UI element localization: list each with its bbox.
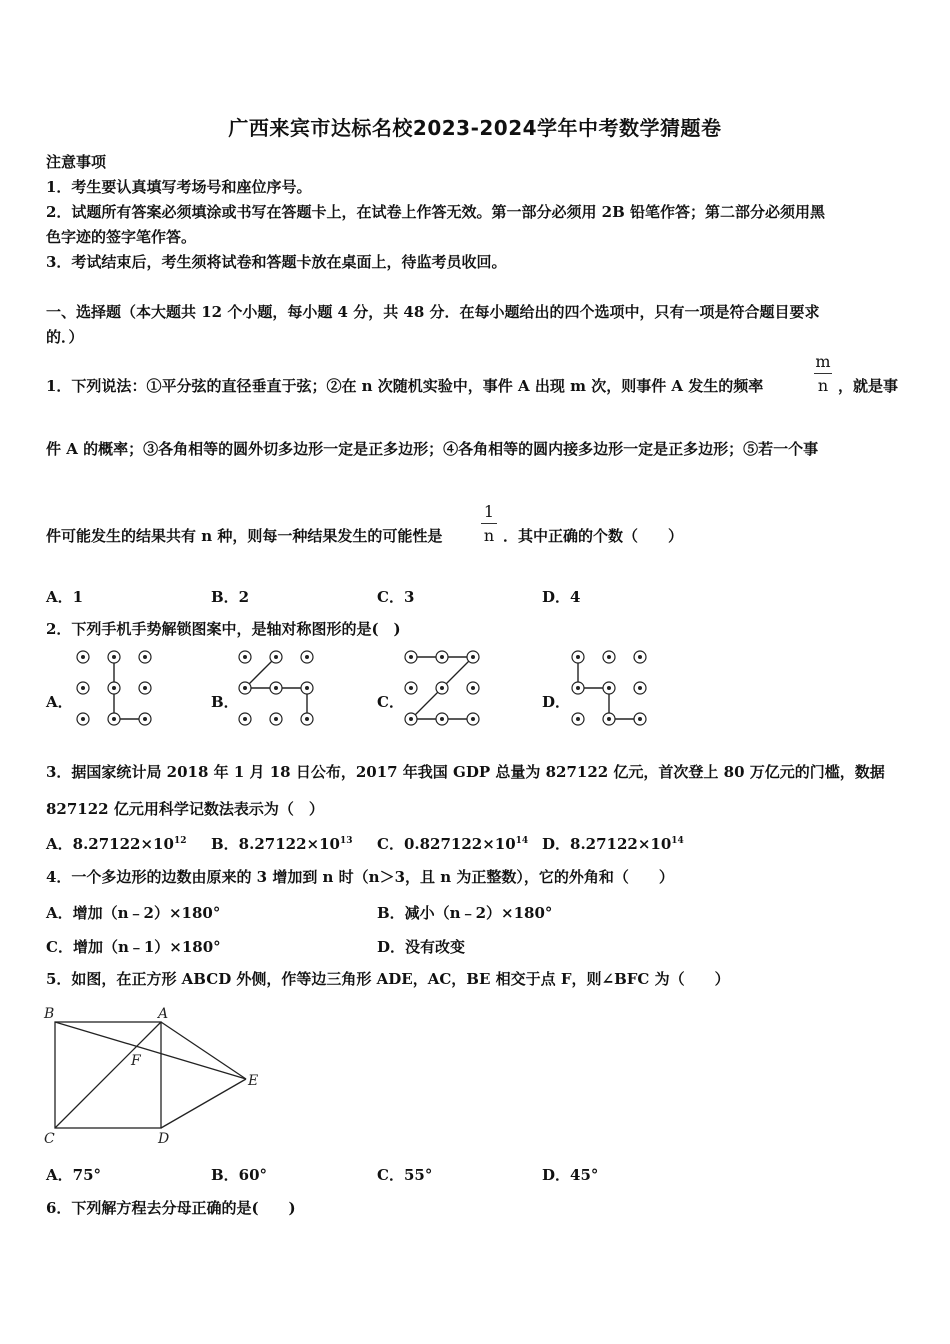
- pattern-dot-center: [607, 717, 611, 721]
- q1-line-3-end: ．其中正确的个数（ ）: [503, 527, 684, 545]
- figure-label-d: D: [158, 1131, 170, 1147]
- pattern-dot-center: [112, 686, 116, 690]
- pattern-dot-center: [471, 655, 475, 659]
- q3-option-a: [46, 833, 186, 854]
- pattern-dot-center: [409, 717, 413, 721]
- pattern-dot-center: [576, 686, 580, 690]
- pattern-dot-center: [274, 655, 278, 659]
- pattern-dot-center: [440, 717, 444, 721]
- q1-option-c: C．3: [377, 588, 415, 606]
- pattern-dot-center: [81, 686, 85, 690]
- pattern-dot-center: [638, 655, 642, 659]
- q5-option-d: D．45°: [542, 1166, 599, 1184]
- pattern-dot-center: [409, 686, 413, 690]
- q3-option-d-label: D．8.27122×10: [542, 835, 672, 853]
- q3-line-1: 3．据国家统计局 2018 年 1 月 18 日公布，2017 年我国 GDP 总量为 827122 亿元，首次登上 80 万亿元的门槛，数据: [46, 763, 885, 781]
- q1-line-2: 件 A 的概率；③各角相等的圆外切多边形一定是正多边形；④各角相等的圆内接多边形一定是正多边形；⑤若一个事: [46, 440, 819, 458]
- q2-option-a-label: A．: [46, 693, 73, 711]
- fraction-denominator: n: [483, 526, 495, 545]
- q1-fraction-1-over-n: [481, 502, 497, 545]
- pattern-dot-center: [471, 686, 475, 690]
- q5-option-b: B．60°: [211, 1166, 268, 1184]
- pattern-dot-center: [440, 655, 444, 659]
- pattern-dot-center: [81, 717, 85, 721]
- figure-label-b: B: [44, 1006, 55, 1022]
- q1-option-d: D．4: [542, 588, 581, 606]
- q5-figure: [40, 1004, 270, 1150]
- q4-option-c: C．增加（n﹣1）×180°: [46, 938, 221, 956]
- pattern-dot-center: [305, 655, 309, 659]
- q3-option-c-exponent: 14: [515, 836, 529, 846]
- q2-pattern-a: [72, 648, 156, 728]
- figure-label-e: E: [248, 1073, 259, 1089]
- fraction-numerator: 1: [483, 502, 495, 521]
- pattern-dot-center: [112, 655, 116, 659]
- pattern-dot-center: [243, 686, 247, 690]
- q3-line-2: 827122 亿元用科学记数法表示为（ ）: [46, 800, 324, 818]
- q2-option-b-label: B．: [211, 693, 239, 711]
- figure-label-c: C: [44, 1131, 55, 1147]
- q3-option-c-label: C．0.827122×10: [377, 835, 516, 853]
- q4-option-d: D．没有改变: [377, 938, 466, 956]
- pattern-dot-center: [638, 717, 642, 721]
- pattern-dot-center: [112, 717, 116, 721]
- q4-stem: 4．一个多边形的边数由原来的 3 增加到 n 时（n＞3，且 n 为正整数），它的外角和（ ）: [46, 868, 674, 886]
- q2-stem: 2．下列手机手势解锁图案中，是轴对称图形的是( ): [46, 620, 401, 638]
- pattern-dot-center: [471, 717, 475, 721]
- q1-option-a: A．1: [46, 588, 84, 606]
- pattern-dot-center: [607, 655, 611, 659]
- pattern-dot-center: [243, 717, 247, 721]
- pattern-dot-center: [409, 655, 413, 659]
- q3-option-b-label: B．8.27122×10: [211, 835, 340, 853]
- pattern-dot-center: [274, 717, 278, 721]
- q2-pattern-b: [234, 648, 318, 728]
- q1-line-3: 件可能发生的结果共有 n 种，则每一种结果发生的可能性是: [46, 527, 443, 545]
- pattern-dot-center: [305, 717, 309, 721]
- q4-option-a: A．增加（n﹣2）×180°: [46, 904, 221, 922]
- q4-option-b: B．减小（n﹣2）×180°: [377, 904, 553, 922]
- notice-item-2a: 2．试题所有答案必须填涂或书写在答题卡上，在试卷上作答无效。第一部分必须用 2B 铅笔作答；第二部分必须用黑: [46, 203, 826, 221]
- figure-label-a: A: [158, 1006, 169, 1022]
- pattern-dot-center: [243, 655, 247, 659]
- q1-fraction-m-over-n: [814, 352, 832, 395]
- pattern-dot-center: [143, 686, 147, 690]
- section-1-heading: 一、选择题（本大题共 12 个小题，每小题 4 分，共 48 分．在每小题给出的四个选项中，只有一项是符合题目要求: [46, 303, 820, 321]
- q3-option-c: [377, 833, 528, 854]
- notice-item-1: 1．考生要认真填写考场号和座位序号。: [46, 178, 312, 196]
- q3-option-a-label: A．8.27122×10: [46, 835, 174, 853]
- pattern-dot-center: [440, 686, 444, 690]
- pattern-dot-center: [638, 686, 642, 690]
- q2-option-d-label: D．: [542, 693, 571, 711]
- pattern-dot-center: [305, 686, 309, 690]
- pattern-dot-center: [81, 655, 85, 659]
- notice-item-2b: 色字迹的签字笔作答。: [46, 228, 197, 246]
- pattern-dot-center: [143, 717, 147, 721]
- q1-line-1-end: ，就是事: [838, 377, 899, 395]
- fraction-denominator: n: [817, 376, 829, 395]
- q3-option-b: [211, 833, 353, 854]
- fraction-numerator: m: [815, 352, 831, 371]
- q2-option-c-label: C．: [377, 693, 404, 711]
- q1-option-b: B．2: [211, 588, 250, 606]
- pattern-dot-center: [576, 655, 580, 659]
- q2-pattern-c: [400, 648, 484, 728]
- notice-heading: 注意事项: [46, 153, 107, 171]
- q1-line-1: 1．下列说法：①平分弦的直径垂直于弦；②在 n 次随机实验中，事件 A 出现 m 次，则事件 A 发生的频率: [46, 377, 764, 395]
- q5-option-c: C．55°: [377, 1166, 433, 1184]
- pattern-dot-center: [143, 655, 147, 659]
- q3-option-d: [542, 833, 684, 854]
- notice-item-3: 3．考试结束后，考生须将试卷和答题卡放在桌面上，待监考员收回。: [46, 253, 507, 271]
- page-title: 广西来宾市达标名校2023-2024学年中考数学猜题卷: [228, 116, 722, 140]
- section-1-heading-cont: 的．）: [46, 328, 84, 346]
- figure-label-f: F: [131, 1053, 141, 1069]
- q5-option-a: A．75°: [46, 1166, 102, 1184]
- q2-pattern-d: [567, 648, 651, 728]
- pattern-dot-center: [576, 717, 580, 721]
- q5-stem: 5．如图，在正方形 ABCD 外侧，作等边三角形 ADE，AC，BE 相交于点 F，则∠BFC 为（ ）: [46, 970, 730, 988]
- q3-option-b-exponent: 13: [339, 836, 353, 846]
- q6-stem: 6．下列解方程去分母正确的是( ): [46, 1199, 296, 1217]
- q3-option-a-exponent: 12: [173, 836, 187, 846]
- pattern-dot-center: [274, 686, 278, 690]
- pattern-dot-center: [607, 686, 611, 690]
- q3-option-d-exponent: 14: [671, 836, 684, 846]
